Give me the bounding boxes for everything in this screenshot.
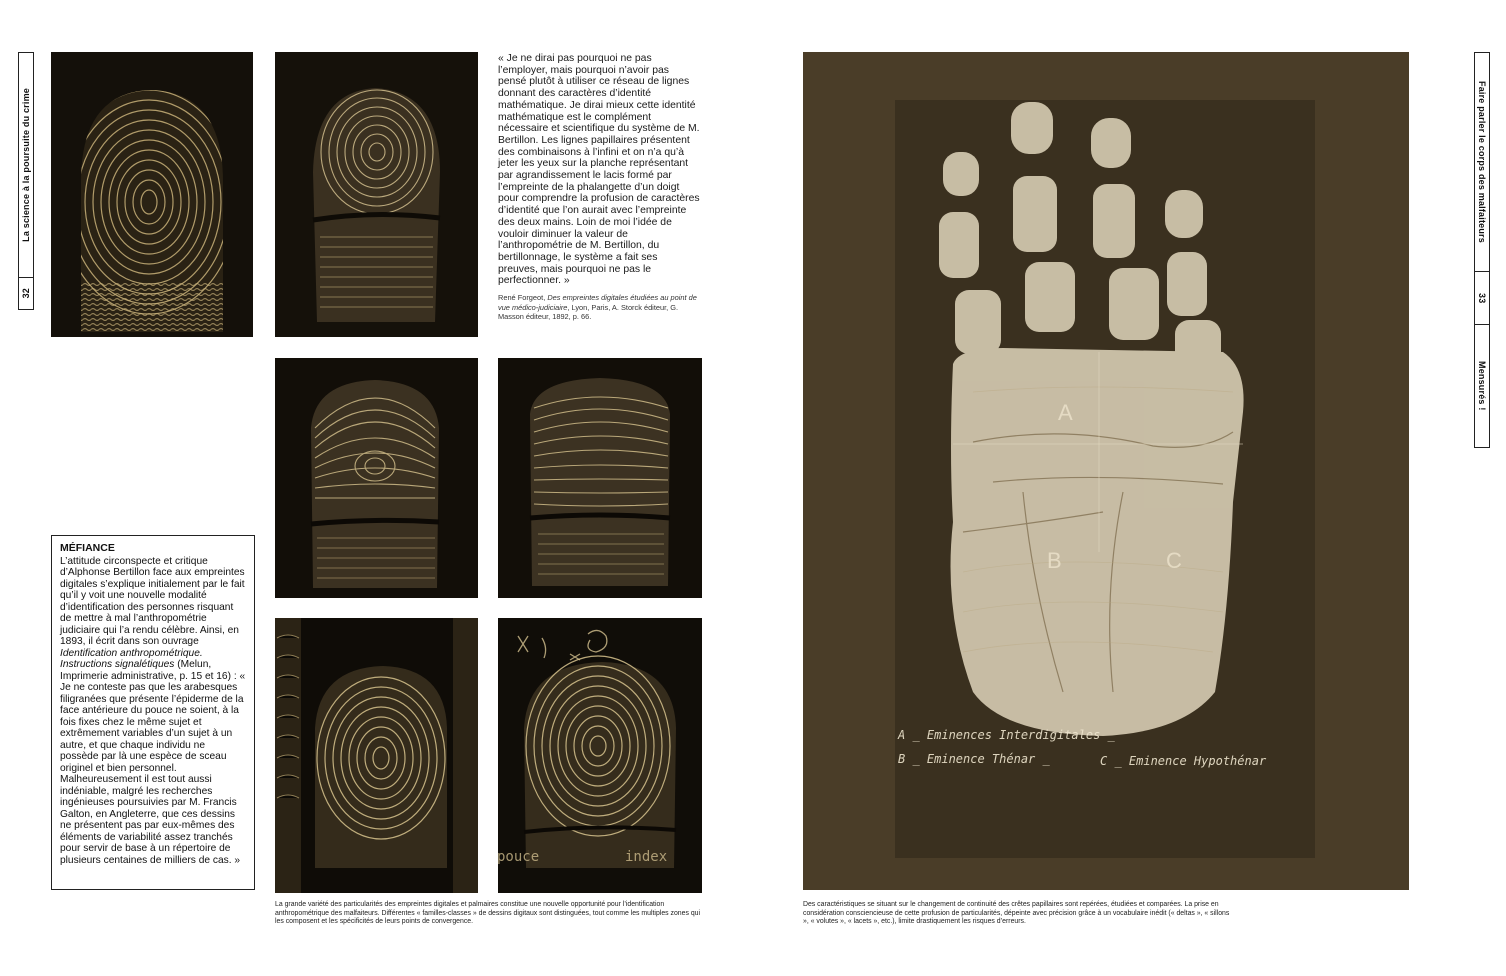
quote-credit xyxy=(498,293,700,322)
sidebar-text-italic: Identification anthropométrique. Instructions signalétiques xyxy=(60,647,203,670)
fingerprint-photo-5 xyxy=(275,618,478,893)
palm-legend-line-2a: B _ Eminence Thénar _ xyxy=(898,752,1050,766)
quote-credit-author: René Forgeot, xyxy=(498,293,548,303)
sidebar-text-1: L’attitude circonspecte et critique d’Alphonse Bertillon face aux empreintes digitales s’explique initialement par le fait qu’il y voit une nouvelle modalité d’identification des personnes risquant de mettre à mal l’anthropométrie judiciaire qui l’a rendu célèbre. Ainsi, en 1893, il écrit dans son ouvrage xyxy=(60,555,245,647)
palm-label-c: C xyxy=(1166,548,1182,573)
palm-legend-line-2b: C _ Eminence Hypothénar xyxy=(1100,754,1267,768)
left-running-head-title: La science à la poursuite du crime xyxy=(21,88,31,242)
palm-label-b: B xyxy=(1047,548,1062,573)
caption-right: Des caractéristiques se situant sur le changement de continuité des crêtes papillaires sont repérées, étudiées et comparées. La prise en considération consciencieuse de cette profusion de particularités, dépeinte avec précision grâce à un vocabulaire inédit (« deltas », « sillons », « volutes », « lacets », etc.), limite drastiquement les risques d’erreurs. xyxy=(803,901,1230,926)
right-page-number: 33 xyxy=(1477,292,1487,304)
photo-label-index: index xyxy=(625,849,668,865)
right-running-head xyxy=(1474,52,1490,448)
photo-label-pouce: pouce xyxy=(497,849,540,865)
quote-block xyxy=(498,53,700,322)
fingerprint-photo-4 xyxy=(498,358,702,598)
quote-credit-rest: , Lyon, Paris, A. Storck éditeur, G. Masson éditeur, 1892, p. 66. xyxy=(498,302,679,322)
sidebar-body xyxy=(60,556,246,867)
fingerprint-photo-3 xyxy=(275,358,478,598)
right-running-head-title: Faire parler le corps des malfaiteurs xyxy=(1477,81,1487,243)
sidebar-heading: MÉFIANCE xyxy=(60,542,115,554)
quote-credit-title: Des empreintes digitales étudiées au point de vue médico-judiciaire xyxy=(498,293,697,312)
fingerprint-photo-1 xyxy=(51,52,253,337)
caption-left: La grande variété des particularités des empreintes digitales et palmaires constitue une nouvelle opportunité pour l’identification anthropométrique des malfaiteurs. Différentes « familles-classes » de dessins digitaux sont distinguées, tout comme les multiples zones qui les composent et les spécificités de leurs points de convergence. xyxy=(275,901,701,926)
mefiance-sidebar xyxy=(51,535,255,890)
left-running-head xyxy=(18,52,34,310)
palm-label-a: A xyxy=(1058,400,1073,425)
right-section-tab: Mensurés ! xyxy=(1477,361,1487,411)
sidebar-text-2: (Melun, Imprimerie administrative, p. 15 et 16) : « Je ne conteste pas que les arabesques filigranées que présente l’épiderme de la face antérieure du pouce ne soient, à la fois fixes chez le même sujet et extrêmement variables d’un sujet à un autre, et que chaque individu ne possède par là une espèce de sceau originel et bien personnel. Malheureusement il est tout aussi indéniable, malgré les recherches ingénieuses poursuivies par M. Francis Galton, en Angleterre, que ces dessins ne présentent pas par eux-mêmes des éléments de variabilité assez tranchés pour servir de base à un répertoire de plusieurs centaines de milliers de cas. » xyxy=(60,659,246,866)
fingerprint-photo-2 xyxy=(275,52,478,337)
palm-legend-line-1: A _ Eminences Interdigitales _ xyxy=(898,728,1115,742)
quote-text: « Je ne dirai pas pourquoi ne pas l’employer, mais pourquoi n’avoir pas pensé plutôt à utiliser ce réseau de lignes donnant des caractères d’identité mathématique. Je dirai mieux cette identité mathématique est le complément nécessaire et scientifique du système de M. Bertillon. Les lignes papillaires présentent des combinaisons à l’infini et on n’a qu’à jeter les yeux sur la planche représentant par agrandissement le lacis formé par l’empreinte de la phalangette d’un doigt pour comprendre la profusion de caractères d’identité que l’on aurait avec l’empreinte des deux mains. Loin de moi l’idée de vouloir diminuer la valeur de l’anthropométrie de M. Bertillon, du bertillonnage, le système a fait ses preuves, mais pourquoi ne pas le perfectionner. » xyxy=(498,53,700,287)
left-page-number: 32 xyxy=(21,288,31,299)
